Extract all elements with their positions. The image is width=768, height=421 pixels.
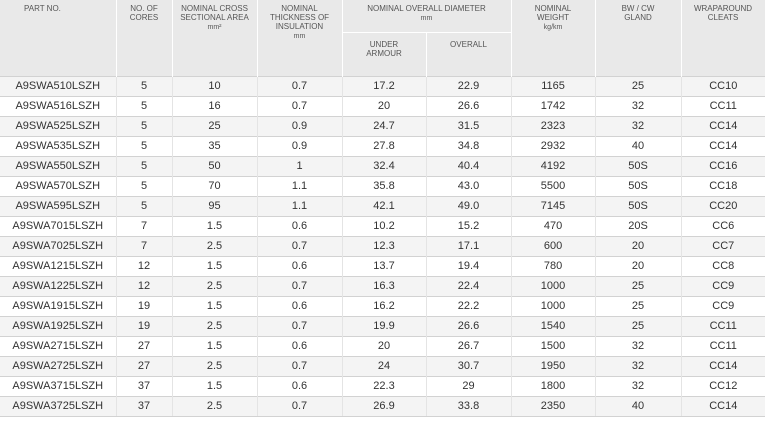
cell-overall: 30.7 [426, 357, 511, 377]
cell-part-no: A9SWA7025LSZH [0, 237, 116, 257]
cell-cross-section: 1.5 [172, 217, 257, 237]
cell-cleats: CC7 [681, 237, 765, 257]
cell-under-armour: 16.3 [342, 277, 426, 297]
cell-gland: 50S [595, 177, 681, 197]
cell-part-no: A9SWA516LSZH [0, 97, 116, 117]
cell-part-no: A9SWA1915LSZH [0, 297, 116, 317]
cell-overall: 26.6 [426, 317, 511, 337]
table-row [0, 237, 765, 257]
cell-part-no: A9SWA595LSZH [0, 197, 116, 217]
header-part-no [0, 0, 116, 77]
header-gland-line-2: GLAND [624, 13, 652, 22]
cell-cores: 12 [116, 257, 172, 277]
header-part-no-label: PART NO. [24, 4, 61, 13]
cell-overall: 33.8 [426, 397, 511, 417]
cell-cross-section: 35 [172, 137, 257, 157]
header-cores-line-2: CORES [129, 13, 159, 22]
cell-cross-section: 1.5 [172, 297, 257, 317]
cell-cores: 5 [116, 177, 172, 197]
header-gland-line-1: BW / CW [621, 4, 655, 13]
table-row [0, 277, 765, 297]
header-insulation-line-3: INSULATION [275, 22, 324, 31]
cell-part-no: A9SWA3725LSZH [0, 397, 116, 417]
cell-overall: 40.4 [426, 157, 511, 177]
cell-insulation: 1.1 [257, 177, 342, 197]
header-weight-line-1: NOMINAL [534, 4, 572, 13]
cell-overall: 19.4 [426, 257, 511, 277]
cell-cross-section: 1.5 [172, 257, 257, 277]
cell-under-armour: 35.8 [342, 177, 426, 197]
header-cores-line-1: NO. OF [130, 4, 158, 13]
cell-under-armour: 24 [342, 357, 426, 377]
cell-part-no: A9SWA550LSZH [0, 157, 116, 177]
cell-cross-section: 70 [172, 177, 257, 197]
cell-cross-section: 25 [172, 117, 257, 137]
cell-insulation: 0.9 [257, 117, 342, 137]
cell-weight: 1165 [511, 77, 595, 97]
cell-cores: 5 [116, 157, 172, 177]
table-row [0, 77, 765, 97]
table-row [0, 357, 765, 377]
cell-weight: 600 [511, 237, 595, 257]
cell-under-armour: 26.9 [342, 397, 426, 417]
cell-cores: 27 [116, 337, 172, 357]
header-diameter-unit: mm [420, 15, 433, 22]
cell-under-armour: 12.3 [342, 237, 426, 257]
cell-weight: 1540 [511, 317, 595, 337]
cell-cores: 5 [116, 197, 172, 217]
cell-gland: 40 [595, 137, 681, 157]
cell-insulation: 0.7 [257, 237, 342, 257]
cell-overall: 49.0 [426, 197, 511, 217]
table-row [0, 297, 765, 317]
cell-insulation: 0.6 [257, 377, 342, 397]
cell-cleats: CC11 [681, 97, 765, 117]
cell-part-no: A9SWA525LSZH [0, 117, 116, 137]
cell-insulation: 0.7 [257, 277, 342, 297]
cell-under-armour: 32.4 [342, 157, 426, 177]
cell-cross-section: 2.5 [172, 357, 257, 377]
cell-under-armour: 10.2 [342, 217, 426, 237]
cell-gland: 40 [595, 397, 681, 417]
cell-under-armour: 17.2 [342, 77, 426, 97]
cell-cores: 5 [116, 97, 172, 117]
header-weight-line-2: WEIGHT [537, 13, 570, 22]
cell-insulation: 0.6 [257, 337, 342, 357]
cell-cores: 37 [116, 397, 172, 417]
cell-under-armour: 24.7 [342, 117, 426, 137]
cell-weight: 1950 [511, 357, 595, 377]
header-cross-section-unit: mm² [207, 24, 222, 31]
cell-weight: 1000 [511, 277, 595, 297]
table-row [0, 117, 765, 137]
table-row [0, 337, 765, 357]
cell-part-no: A9SWA2725LSZH [0, 357, 116, 377]
cell-weight: 1800 [511, 377, 595, 397]
cell-weight: 2350 [511, 397, 595, 417]
cell-cleats: CC11 [681, 317, 765, 337]
cell-cleats: CC10 [681, 77, 765, 97]
cell-cross-section: 2.5 [172, 317, 257, 337]
cell-part-no: A9SWA2715LSZH [0, 337, 116, 357]
cell-gland: 20 [595, 237, 681, 257]
cell-gland: 32 [595, 357, 681, 377]
cell-under-armour: 13.7 [342, 257, 426, 277]
header-overall-label: OVERALL [450, 40, 487, 49]
cell-weight: 2932 [511, 137, 595, 157]
cell-overall: 22.4 [426, 277, 511, 297]
cell-overall: 31.5 [426, 117, 511, 137]
cell-gland: 25 [595, 77, 681, 97]
table-row [0, 377, 765, 397]
cell-under-armour: 20 [342, 337, 426, 357]
cell-cross-section: 95 [172, 197, 257, 217]
cell-cross-section: 2.5 [172, 237, 257, 257]
cell-part-no: A9SWA535LSZH [0, 137, 116, 157]
cell-insulation: 0.7 [257, 317, 342, 337]
header-insulation-unit: mm [293, 33, 306, 40]
cell-under-armour: 16.2 [342, 297, 426, 317]
cell-cores: 19 [116, 297, 172, 317]
table-row [0, 317, 765, 337]
table-row [0, 177, 765, 197]
header-cleats [681, 0, 765, 77]
cell-overall: 34.8 [426, 137, 511, 157]
cell-cores: 5 [116, 77, 172, 97]
cell-cores: 7 [116, 217, 172, 237]
cell-insulation: 0.6 [257, 257, 342, 277]
cell-cleats: CC12 [681, 377, 765, 397]
cell-insulation: 0.7 [257, 357, 342, 377]
cell-weight: 1000 [511, 297, 595, 317]
cell-weight: 7145 [511, 197, 595, 217]
cell-insulation: 1.1 [257, 197, 342, 217]
table-header [0, 0, 765, 77]
header-insulation-line-2: THICKNESS OF [269, 13, 330, 22]
cell-gland: 25 [595, 317, 681, 337]
table-row [0, 217, 765, 237]
header-diameter-label: NOMINAL OVERALL DIAMETER [367, 4, 486, 13]
table-row [0, 157, 765, 177]
header-cleats-line-2: CLEATS [707, 13, 739, 22]
cell-gland: 25 [595, 277, 681, 297]
cell-under-armour: 27.8 [342, 137, 426, 157]
header-cross-section-line-1: NOMINAL CROSS [181, 4, 248, 13]
cell-weight: 1742 [511, 97, 595, 117]
cell-cores: 27 [116, 357, 172, 377]
table-row [0, 397, 765, 417]
cell-cleats: CC14 [681, 357, 765, 377]
header-insulation [257, 0, 342, 77]
cell-insulation: 0.7 [257, 77, 342, 97]
header-cores [116, 0, 172, 77]
header-diameter [342, 0, 511, 33]
cell-insulation: 0.7 [257, 97, 342, 117]
header-gland [595, 0, 681, 77]
cell-cross-section: 1.5 [172, 337, 257, 357]
cell-insulation: 0.6 [257, 217, 342, 237]
table-row [0, 137, 765, 157]
cell-cores: 7 [116, 237, 172, 257]
cell-weight: 1500 [511, 337, 595, 357]
cell-under-armour: 20 [342, 97, 426, 117]
cell-cores: 37 [116, 377, 172, 397]
cell-part-no: A9SWA1225LSZH [0, 277, 116, 297]
cell-cores: 19 [116, 317, 172, 337]
cell-part-no: A9SWA570LSZH [0, 177, 116, 197]
cell-overall: 29 [426, 377, 511, 397]
cell-gland: 50S [595, 157, 681, 177]
header-overall [426, 33, 511, 77]
cell-cross-section: 2.5 [172, 277, 257, 297]
cell-gland: 32 [595, 377, 681, 397]
header-cross-section [172, 0, 257, 77]
header-under-armour [342, 33, 426, 77]
table-row [0, 97, 765, 117]
cell-overall: 22.2 [426, 297, 511, 317]
cell-cleats: CC16 [681, 157, 765, 177]
cell-cleats: CC8 [681, 257, 765, 277]
cell-overall: 26.7 [426, 337, 511, 357]
cell-cleats: CC14 [681, 117, 765, 137]
cell-cores: 12 [116, 277, 172, 297]
cell-cross-section: 16 [172, 97, 257, 117]
header-insulation-line-1: NOMINAL [281, 4, 318, 13]
cell-cleats: CC14 [681, 397, 765, 417]
cell-part-no: A9SWA3715LSZH [0, 377, 116, 397]
header-under-armour-line-1: UNDER [369, 40, 399, 49]
cell-overall: 43.0 [426, 177, 511, 197]
cell-weight: 470 [511, 217, 595, 237]
table-row [0, 257, 765, 277]
cell-part-no: A9SWA7015LSZH [0, 217, 116, 237]
header-weight-unit: kg/km [543, 24, 563, 31]
header-weight [511, 0, 595, 77]
cell-insulation: 0.6 [257, 297, 342, 317]
cell-overall: 15.2 [426, 217, 511, 237]
cell-cleats: CC18 [681, 177, 765, 197]
cell-gland: 25 [595, 297, 681, 317]
cell-cleats: CC11 [681, 337, 765, 357]
cell-weight: 5500 [511, 177, 595, 197]
cell-cores: 5 [116, 117, 172, 137]
cell-part-no: A9SWA510LSZH [0, 77, 116, 97]
cell-cross-section: 50 [172, 157, 257, 177]
cell-cross-section: 2.5 [172, 397, 257, 417]
cell-overall: 26.6 [426, 97, 511, 117]
cell-under-armour: 42.1 [342, 197, 426, 217]
cell-cleats: CC6 [681, 217, 765, 237]
cell-weight: 780 [511, 257, 595, 277]
cell-gland: 20 [595, 257, 681, 277]
cell-cleats: CC14 [681, 137, 765, 157]
cell-weight: 4192 [511, 157, 595, 177]
cell-cleats: CC20 [681, 197, 765, 217]
cell-gland: 32 [595, 117, 681, 137]
header-cleats-line-1: WRAPAROUND [693, 4, 753, 13]
cell-gland: 50S [595, 197, 681, 217]
cell-insulation: 0.7 [257, 397, 342, 417]
cell-cleats: CC9 [681, 297, 765, 317]
cell-insulation: 1 [257, 157, 342, 177]
table-body [0, 77, 765, 417]
table-row [0, 197, 765, 217]
header-cross-section-line-2: SECTIONAL AREA [180, 13, 249, 22]
cell-cross-section: 10 [172, 77, 257, 97]
header-under-armour-line-2: ARMOUR [366, 49, 402, 58]
cell-part-no: A9SWA1925LSZH [0, 317, 116, 337]
cell-overall: 17.1 [426, 237, 511, 257]
cell-gland: 32 [595, 337, 681, 357]
cell-cross-section: 1.5 [172, 377, 257, 397]
cell-insulation: 0.9 [257, 137, 342, 157]
cell-part-no: A9SWA1215LSZH [0, 257, 116, 277]
cell-under-armour: 19.9 [342, 317, 426, 337]
cell-cores: 5 [116, 137, 172, 157]
cell-gland: 20S [595, 217, 681, 237]
cell-under-armour: 22.3 [342, 377, 426, 397]
cell-overall: 22.9 [426, 77, 511, 97]
cell-weight: 2323 [511, 117, 595, 137]
cell-gland: 32 [595, 97, 681, 117]
cell-cleats: CC9 [681, 277, 765, 297]
